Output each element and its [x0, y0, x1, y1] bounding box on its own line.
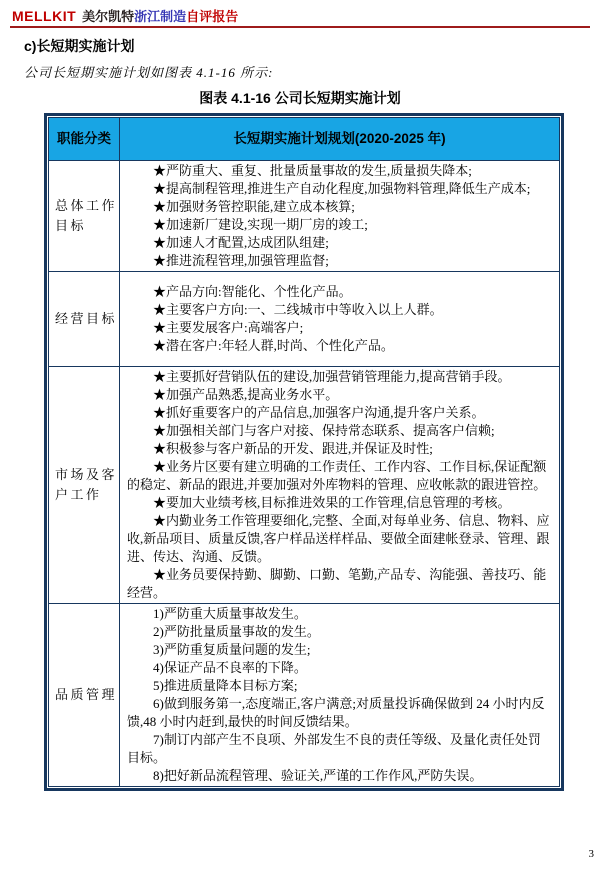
table-row-business-goals — [49, 272, 560, 367]
plan-item: 5)推进质量降本目标方案; — [153, 678, 298, 693]
company-name: 美尔凯特 — [82, 9, 135, 24]
plan-item: ★产品方向:智能化、个性化产品。 — [153, 284, 352, 299]
plan-item: ★加强财务管控职能,建立成本核算; — [153, 199, 355, 214]
table-row-quality-management — [49, 604, 560, 787]
plan-item: ★业务员要保持勤、脚勤、口勤、笔勤,产品专、沟能强、善技巧、能经营。 — [127, 567, 547, 600]
row-category: 品质管理 — [49, 604, 120, 787]
plan-item: ★抓好重要客户的产品信息,加强客户沟通,提升客户关系。 — [153, 405, 485, 420]
plan-item: ★积极参与客户新品的开发、跟进,并保证及时性; — [153, 441, 433, 456]
report-header — [12, 6, 238, 25]
plan-item: ★潜在客户:年轻人群,时尚、个性化产品。 — [153, 338, 394, 353]
plan-item: ★主要抓好营销队伍的建设,加强营销管理能力,提高营销手段。 — [153, 369, 511, 384]
row-category: 总体工作目标 — [49, 161, 120, 272]
plan-item: ★加强相关部门与客户对接、保持常态联系、提高客户信赖; — [153, 423, 495, 438]
plan-item: ★业务片区要有建立明确的工作责任、工作内容、工作目标,保证配额的稳定、新品的跟进,并要加强对外库物料的管理、应收帐款的跟进管控。 — [127, 459, 547, 492]
plan-table-frame — [44, 113, 564, 791]
plan-item: 2)严防批量质量事故的发生。 — [153, 624, 320, 639]
plan-item: 1)严防重大质量事故发生。 — [153, 606, 307, 621]
plan-item: 7)制订内部产生不良项、外部发生不良的责任等级、及量化责任处罚目标。 — [127, 732, 541, 765]
plan-item: ★要加大业绩考核,目标推进效果的工作管理,信息管理的考核。 — [153, 495, 511, 510]
row-category: 经营目标 — [49, 272, 120, 367]
plan-item: 4)保证产品不良率的下降。 — [153, 660, 307, 675]
plan-table-body — [49, 161, 560, 787]
row-items — [120, 161, 560, 272]
header-row — [49, 118, 560, 161]
intro-text: 公司长短期实施计划如图表 4.1-16 所示: — [24, 65, 274, 80]
plan-item: ★加速新厂建设,实现一期厂房的竣工; — [153, 217, 368, 232]
table-row-market-customer — [49, 367, 560, 604]
plan-item: ★提高制程管理,推进生产自动化程度,加强物料管理,降低生产成本; — [153, 181, 531, 196]
row-items — [120, 272, 560, 367]
plan-item: ★加速人才配置,达成团队组建; — [153, 235, 329, 250]
header-cell-category: 职能分类 — [49, 118, 120, 161]
program-name: 浙江制造 — [134, 9, 187, 24]
plan-item: 8)把好新品流程管理、验证关,严谨的工作作风,严防失误。 — [153, 768, 483, 783]
header-rule — [10, 26, 590, 28]
plan-item: 6)做到服务第一,态度端正,客户满意;对质量投诉确保做到 24 小时内反馈,48 小时内赶到,最快的时间反馈结果。 — [127, 696, 545, 729]
doc-type: 自评报告 — [186, 9, 239, 24]
plan-item: ★内勤业务工作管理要细化,完整、全面,对每单业务、信息、物料、应收,新品项目、质量反馈,客户样品送样样品、要做全面建帐登录、管理、跟进、传达、沟通、反馈。 — [127, 513, 550, 564]
plan-item: ★推进流程管理,加强管理监督; — [153, 253, 329, 268]
brand-logo: MELLKIT — [12, 8, 77, 24]
plan-table-header — [49, 118, 560, 161]
table-title: 图表 4.1-16 公司长短期实施计划 — [199, 90, 401, 106]
row-items — [120, 604, 560, 787]
section-heading: c)长短期实施计划 — [24, 38, 135, 54]
header-cell-plan: 长短期实施计划规划(2020-2025 年) — [120, 118, 560, 161]
row-category: 市场及客户工作 — [49, 367, 120, 604]
plan-item: ★主要发展客户:高端客户; — [153, 320, 304, 335]
row-items — [120, 367, 560, 604]
plan-item: 3)严防重复质量问题的发生; — [153, 642, 311, 657]
plan-item: ★主要客户方向:一、二线城市中等收入以上人群。 — [153, 302, 443, 317]
plan-item: ★加强产品熟悉,提高业务水平。 — [153, 387, 339, 402]
plan-item: ★严防重大、重复、批量质量事故的发生,质量损失降本; — [153, 163, 472, 178]
page-number: 3 — [588, 848, 594, 860]
plan-table — [48, 117, 560, 787]
table-row-overall-goals — [49, 161, 560, 272]
